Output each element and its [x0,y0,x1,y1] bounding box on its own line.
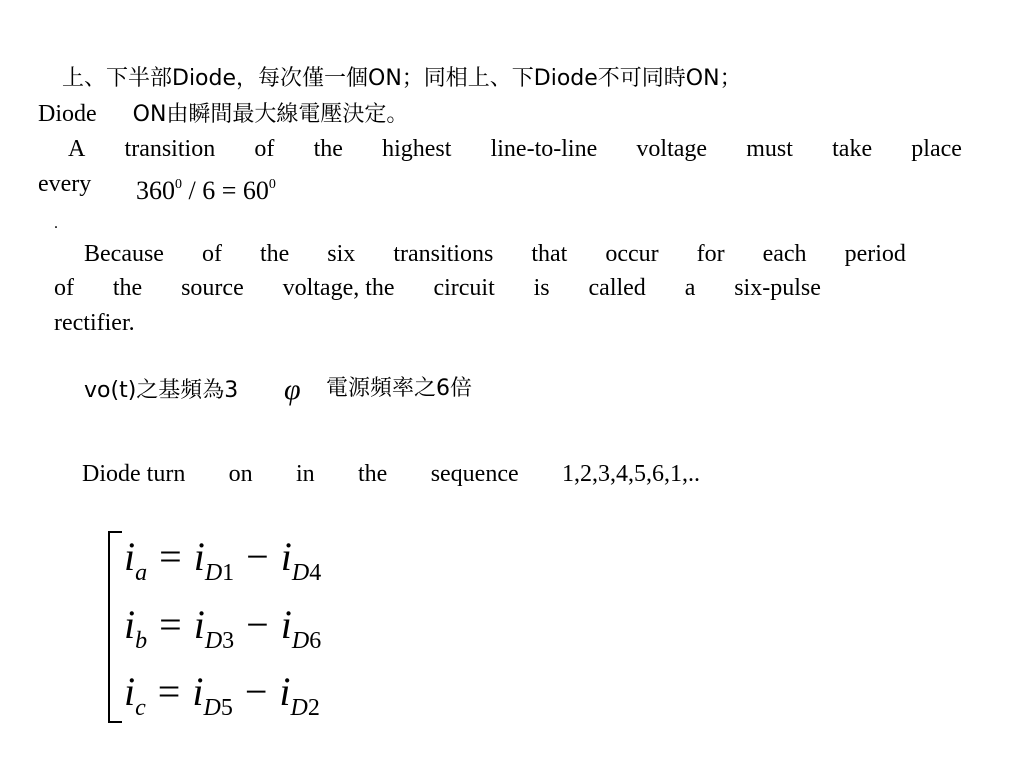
eq-rhs1: i [192,669,204,714]
para3-line2-word: called [588,275,646,301]
para3-line1-word: six [327,241,356,267]
eq-rhs2: i [280,534,292,579]
para2-dot: . [54,215,58,232]
para3-line1-word: each [762,241,807,267]
eq-minus: − [246,534,269,579]
para4-suffix: 電源頻率之6倍 [326,376,472,401]
para5-word: 1,2,3,4,5,6,1,.. [561,461,700,487]
para3-line2-word: voltage, the [282,275,395,301]
para3-line1-word: Because [84,241,164,267]
para2-word: line-to-line [490,136,598,162]
eq-lhs-sub: a [135,560,148,586]
para4-prefix: vo(t)之基頻為3 [84,378,239,403]
equation-bracket [108,531,122,723]
eq-rhs1-sub-letter: D [203,695,221,721]
para2-word: place [911,136,962,162]
eq-rhs1: i [193,534,205,579]
formula-degree-1: 0 [175,177,182,192]
equation-row [124,668,320,721]
para2-word: transition [124,136,216,162]
para3-line2-word: source [181,275,244,301]
para5-word: the [358,461,388,487]
eq-rhs1-sub-letter: D [204,628,223,654]
para1-line2 [38,102,408,126]
para3-line2-word: circuit [433,275,495,301]
eq-minus: − [244,669,268,714]
para2-word: voltage [636,136,708,162]
eq-rhs2: i [279,669,291,714]
para2-word: take [832,136,873,162]
para5-word: Diode turn [82,461,186,487]
para3-line2-word: is [533,275,550,301]
eq-equals: = [157,669,181,714]
para3-line2 [54,276,821,300]
para3-line1-word: occur [605,241,659,267]
para5-word: in [296,461,315,487]
para4-line [84,373,524,410]
para3-line1-word: the [259,241,290,267]
para2-word: of [254,136,275,162]
para2-word: the [313,136,343,162]
eq-minus: − [246,602,269,647]
eq-lhs: i [124,669,136,714]
para2-word: highest [382,136,452,162]
formula-mid: / 6 = 60 [182,176,269,205]
para3-line1-word: period [844,241,906,267]
equation-row [124,601,322,654]
para5-line [82,462,700,486]
para2-line1 [68,137,962,161]
para3-line3: rectifier. [54,310,135,336]
equation-row [124,533,322,586]
eq-rhs2-sub-letter: D [290,695,308,721]
para3-line2-word: six-pulse [734,275,821,301]
eq-lhs: i [124,602,136,647]
para2-formula [136,178,276,204]
para2-every: every [38,171,92,197]
para2-word: must [746,136,793,162]
para3-line2-word: the [112,275,143,301]
eq-rhs2: i [280,602,292,647]
eq-rhs2-sub-num: 4 [309,560,322,586]
para3-line1-word: for [696,241,725,267]
eq-lhs-sub: b [135,628,148,654]
para3-line1 [84,242,906,266]
eq-equals: = [159,534,182,579]
eq-rhs1: i [193,602,205,647]
para5-word: sequence [430,461,519,487]
para1-line1-text: 上、下半部Diode，每次僅一個ON；同相上、下Diode不可同時ON； [62,66,742,91]
eq-rhs2-sub-num: 2 [307,695,320,721]
eq-rhs2-sub-num: 6 [309,628,322,654]
eq-rhs1-sub-num: 1 [222,560,235,586]
eq-rhs2-sub-letter: D [291,560,310,586]
formula-degree-2: 0 [268,177,276,192]
para3-line1-word: that [531,241,568,267]
phi-symbol: φ [284,373,301,406]
para3-line2-word: a [684,275,696,301]
para1-line1 [62,68,742,90]
para3-line1-word: of [201,241,222,267]
formula-360: 360 [136,176,175,205]
eq-rhs1-sub-letter: D [204,560,223,586]
para1-line2-diode: Diode [38,101,97,127]
para3-line1-word: transitions [393,241,494,267]
eq-lhs-sub: c [135,695,146,721]
eq-rhs1-sub-num: 5 [220,695,233,721]
eq-equals: = [159,602,182,647]
eq-lhs: i [124,534,136,579]
para2-word: A [68,136,86,162]
para3-line2-word: of [54,275,74,301]
eq-rhs1-sub-num: 3 [222,628,235,654]
para5-word: on [228,461,253,487]
eq-rhs2-sub-letter: D [291,628,310,654]
para1-line2-rest: ON由瞬間最大線電壓決定。 [132,102,409,127]
